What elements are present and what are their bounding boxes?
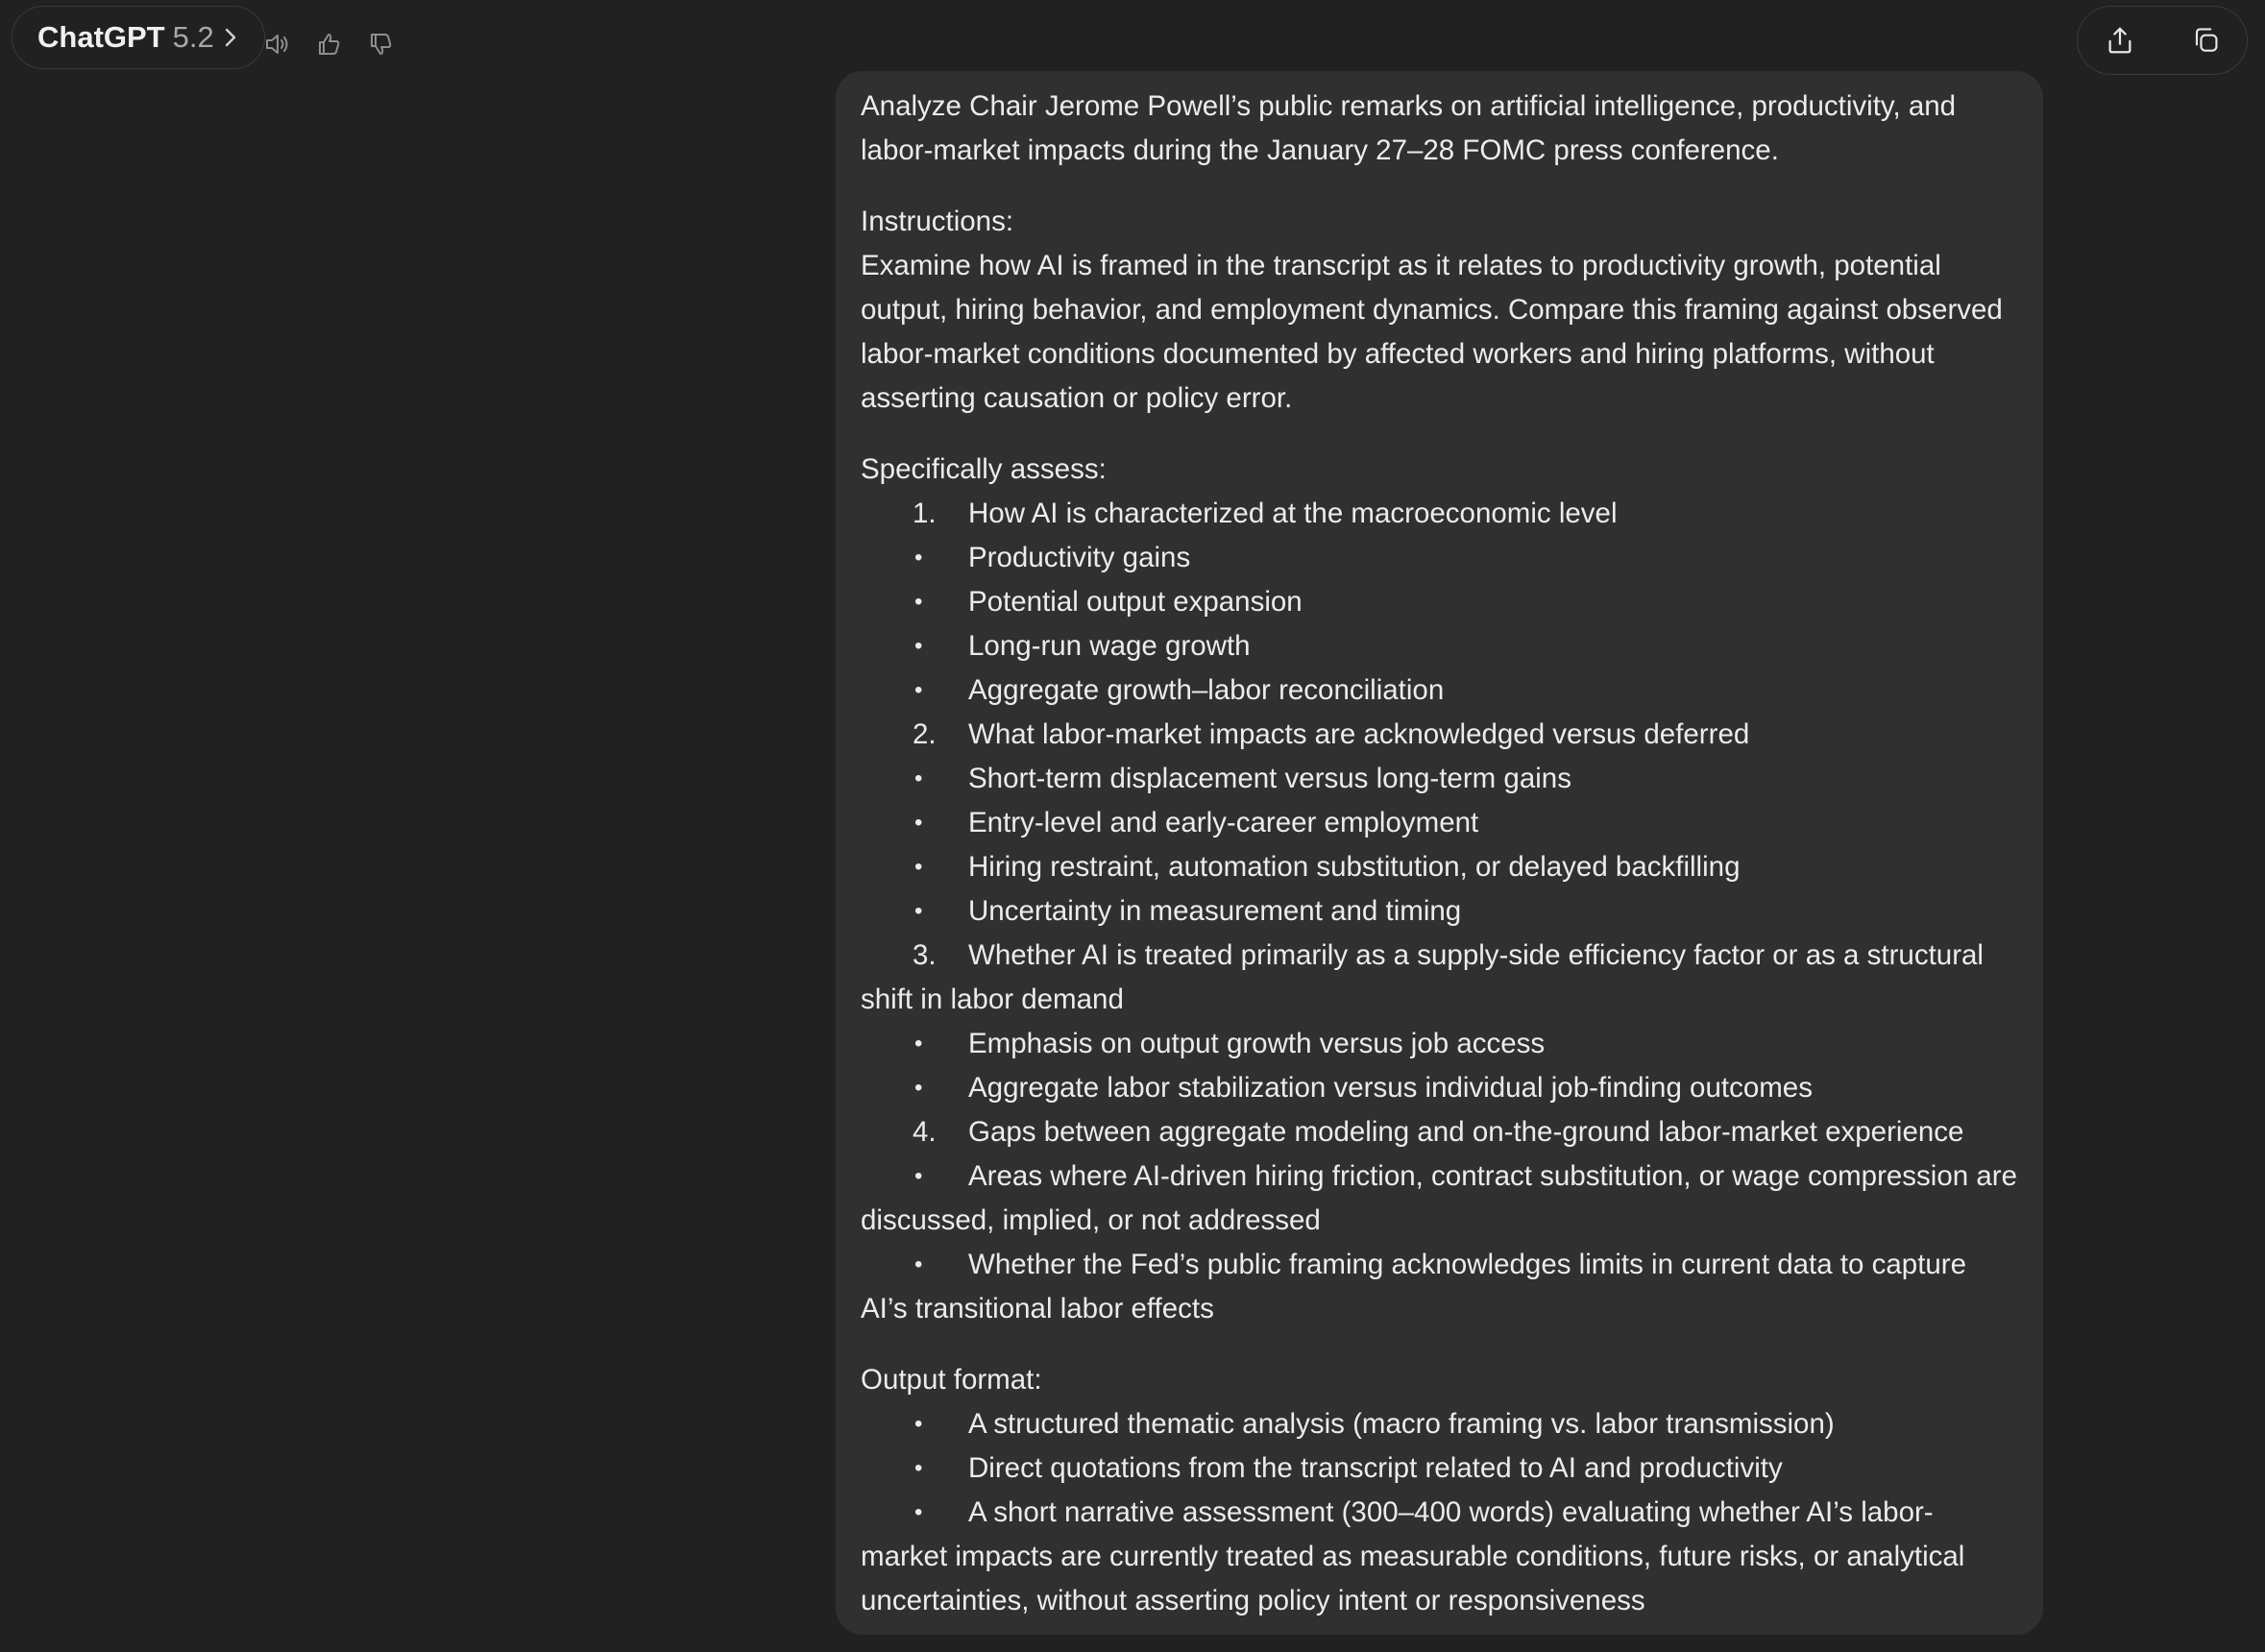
list-item (861, 1402, 2018, 1446)
bullet-marker: • (914, 898, 923, 924)
list-item (861, 1110, 2018, 1154)
bullet-marker: • (914, 633, 923, 659)
instructions-heading: Instructions: (861, 206, 1014, 237)
list-item (861, 1491, 2018, 1623)
list-item (861, 1154, 2018, 1243)
bullet-marker: • (914, 1411, 923, 1437)
list-item-text: Whether the Fed’s public framing acknowledges limits in current data to capture AI’s transitional labor effects (861, 1249, 1967, 1324)
bullet-marker: • (914, 1499, 923, 1525)
list-item (861, 624, 2018, 668)
list-item-text: What labor-market impacts are acknowledged versus deferred (968, 718, 1750, 750)
list-item-text: Productivity gains (968, 542, 1191, 573)
list-item-text: Long-run wage growth (968, 630, 1251, 662)
list-item-text: Direct quotations from the transcript related to AI and productivity (968, 1452, 1783, 1484)
chevron-right-icon (222, 25, 239, 50)
list-item (861, 580, 2018, 624)
bullet-marker: • (914, 1455, 923, 1481)
assess-heading: Specifically assess: (861, 453, 1107, 485)
instructions-body: Examine how AI is framed in the transcript as it relates to productivity growth, potential output, hiring behavior, and employment dynamics. Compare this framing against observed labor-market conditions documented by affected workers and hiring platforms, without asserting causation or policy error. (861, 250, 2003, 414)
list-item-text: How AI is characterized at the macroeconomic level (968, 498, 1618, 529)
list-item (861, 757, 2018, 801)
list-item-text: Uncertainty in measurement and timing (968, 895, 1462, 927)
bullet-marker: • (914, 810, 923, 836)
list-item (861, 492, 2018, 536)
thumbs-up-icon[interactable] (313, 29, 344, 60)
list-item (861, 1022, 2018, 1066)
bullet-marker: • (914, 765, 923, 791)
bullet-marker: • (914, 677, 923, 703)
share-icon[interactable] (2105, 25, 2135, 56)
list-item-text: Hiring restraint, automation substitution, or delayed backfilling (968, 851, 1741, 883)
list-item-text: Short-term displacement versus long-term gains (968, 763, 1571, 794)
list-item-text: Emphasis on output growth versus job access (968, 1028, 1546, 1059)
list-item (861, 536, 2018, 580)
list-item-text: Aggregate growth–labor reconciliation (968, 674, 1445, 706)
list-item (861, 889, 2018, 934)
list-item-text: Whether AI is treated primarily as a supply-side efficiency factor or as a structural shift in labor demand (861, 939, 1984, 1015)
bullet-marker: • (914, 589, 923, 615)
assess-list (861, 492, 2018, 1331)
model-selector-button[interactable] (12, 6, 265, 69)
list-item (861, 1446, 2018, 1491)
list-item (861, 845, 2018, 889)
list-marker: 4. (913, 1116, 937, 1148)
bullet-marker: • (914, 1031, 923, 1057)
list-item-text: Entry-level and early-career employment (968, 807, 1479, 838)
message-actions (261, 29, 396, 60)
model-name: ChatGPT (37, 20, 165, 54)
list-item (861, 668, 2018, 713)
list-item-text: Aggregate labor stabilization versus individual job-finding outcomes (968, 1072, 1813, 1104)
list-marker: 3. (913, 939, 937, 971)
bullet-marker: • (914, 545, 923, 571)
list-item-text: A short narrative assessment (300–400 words) evaluating whether AI’s labor-market impacts are currently treated as measurable conditions, future risks, or analytical uncertainties, without asserting policy intent or responsiveness (861, 1496, 1965, 1616)
list-item-text: A structured thematic analysis (macro framing vs. labor transmission) (968, 1408, 1835, 1440)
model-version: 5.2 (172, 20, 214, 54)
bullet-marker: • (914, 1075, 923, 1101)
user-message-bubble (836, 71, 2043, 1635)
top-bar (0, 0, 2265, 77)
bullet-marker: • (914, 1163, 923, 1189)
list-item (861, 713, 2018, 757)
list-item (861, 1066, 2018, 1110)
list-item-text: Areas where AI-driven hiring friction, contract substitution, or wage compression are discussed, implied, or not addressed (861, 1160, 2018, 1236)
list-marker: 1. (913, 498, 937, 529)
bullet-marker: • (914, 1251, 923, 1277)
list-item-text: Gaps between aggregate modeling and on-the-ground labor-market experience (968, 1116, 1964, 1148)
list-item (861, 801, 2018, 845)
new-chat-icon[interactable] (2189, 25, 2220, 56)
message-intro: Analyze Chair Jerome Powell’s public remarks on artificial intelligence, productivity, and labor-market impacts during the January 27–28 FOMC press conference. (861, 90, 1957, 166)
output-list (861, 1402, 2018, 1623)
list-item-text: Potential output expansion (968, 586, 1303, 618)
read-aloud-icon[interactable] (261, 29, 292, 60)
thumbs-down-icon[interactable] (365, 29, 396, 60)
list-marker: 2. (913, 718, 937, 750)
bullet-marker: • (914, 854, 923, 880)
header-actions (2077, 6, 2248, 75)
output-heading: Output format: (861, 1364, 1042, 1396)
list-item (861, 934, 2018, 1022)
list-item (861, 1243, 2018, 1331)
